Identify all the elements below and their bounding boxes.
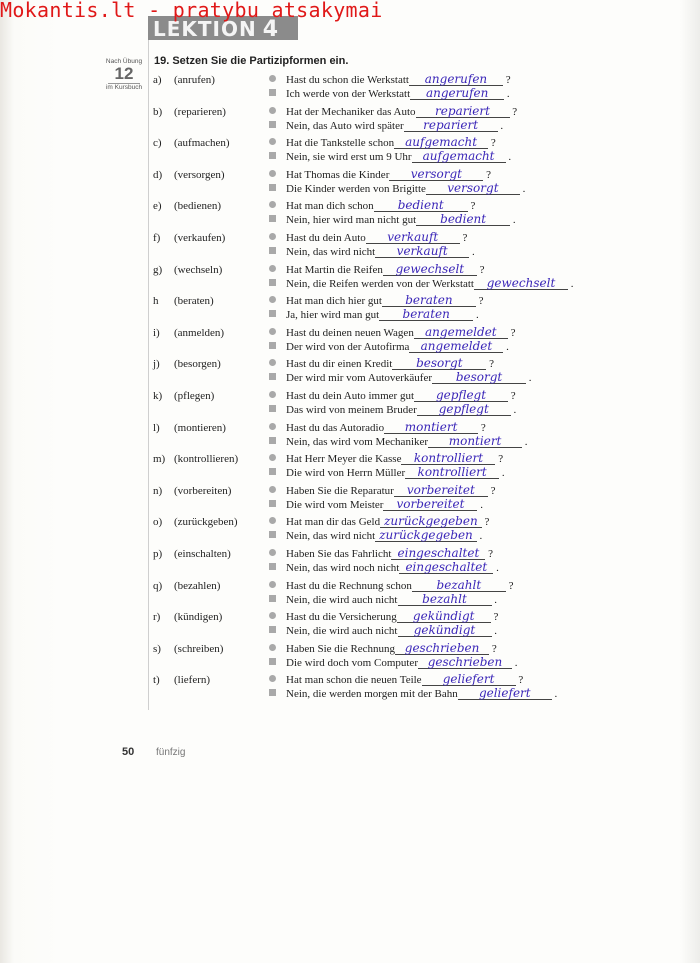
item-letter: q) [153,579,163,592]
exercise-item [153,516,693,546]
answer-blank[interactable]: gepflegt [417,404,511,416]
square-bullet-icon [269,152,276,159]
exercise-item [153,137,693,167]
exercise-item [153,200,693,230]
question-mark: ? [498,453,504,466]
answer-text: Der wird von der Autofirma [286,340,410,353]
item-letter: s) [153,642,161,655]
answer-text: Nein, das wird vom Mechaniker [286,435,429,448]
item-verb: (vorbereiten) [174,484,232,497]
question-line [269,577,514,594]
item-verb: (zurückgeben) [174,516,238,529]
answer-blank[interactable]: verkauft [375,246,469,258]
item-verb: (kontrollieren) [174,453,239,466]
period-mark: . [500,119,504,132]
question-text: Haben Sie das Fahrlicht [286,548,392,560]
answer-blank[interactable]: versorgt [426,183,520,195]
square-bullet-icon [269,468,276,475]
circle-bullet-icon [269,170,276,177]
item-letter: a) [153,74,162,86]
question-mark: ? [488,548,494,560]
question-answer-blank[interactable]: gepflegt [414,390,508,402]
question-text: Haben Sie die Rechnung [286,642,396,655]
question-mark: ? [508,579,514,592]
square-bullet-icon [269,373,276,380]
question-text: Hast du dein Auto [286,232,366,244]
reference-bottom-label: im Kursbuch [105,84,143,91]
exercise-item [153,674,693,704]
question-mark: ? [480,421,486,434]
question-line [269,261,485,278]
period-mark: . [494,593,497,606]
square-bullet-icon [269,500,276,507]
exercise-item [153,295,693,325]
question-answer-blank[interactable]: vorbereitet [394,485,488,497]
exercise-item [153,577,693,610]
item-letter: k) [153,390,163,402]
watermark-text: Mokantis.lt - pratybu atsakymai [0,0,383,22]
square-bullet-icon [269,689,276,696]
exercise-item [153,166,693,199]
question-text: Hat Thomas die Kinder [286,168,390,181]
question-answer-blank[interactable]: montiert [384,422,478,434]
answer-text: Die wird von Herrn Müller [286,467,406,480]
answer-text: Die wird doch vom Computer [286,656,418,669]
square-bullet-icon [269,279,276,286]
period-mark: . [554,688,558,701]
exercise-item [153,419,693,452]
question-text: Hat der Mechaniker das Auto [286,105,416,118]
period-mark: . [506,340,509,353]
lektion-number: 4 [262,17,280,42]
answer-line [269,530,482,544]
period-mark: . [496,562,499,574]
question-text: Hast du die Rechnung schon [286,579,412,592]
period-mark: . [508,151,512,164]
answer-blank[interactable]: bedient [416,214,510,226]
exercise-item [153,611,693,641]
circle-bullet-icon [269,644,276,651]
square-bullet-icon [269,405,276,412]
answer-text: Nein, die wird auch nicht [286,593,398,606]
period-mark: . [501,467,505,480]
question-mark: ? [493,611,499,624]
item-verb: (schreiben) [174,642,224,655]
answer-line [269,151,511,165]
question-mark: ? [490,137,496,150]
answer-blank[interactable]: geschrieben [418,657,512,669]
question-answer-blank[interactable]: versorgt [389,169,483,181]
answer-text: Nein, die werden morgen mit der Bahn [286,688,458,701]
answer-blank[interactable]: montiert [428,436,522,448]
circle-bullet-icon [269,107,276,114]
question-answer-blank[interactable]: kontrolliert [401,453,495,465]
page-number: 50 [122,746,135,758]
answer-text: Ich werde von der Werkstatt [286,88,411,100]
exercise-item [153,232,693,262]
answer-text: Der wird mir vom Autoverkäufer [286,372,433,385]
period-mark: . [524,435,528,448]
circle-bullet-icon [269,423,276,430]
period-mark: . [528,372,532,385]
item-verb: (montieren) [174,421,226,434]
item-verb: (versorgen) [174,168,225,181]
question-text: Hast du das Autoradio [286,421,385,434]
question-line [269,295,484,309]
square-bullet-icon [269,215,276,222]
question-answer-blank[interactable]: beraten [382,295,476,307]
square-bullet-icon [269,437,276,444]
circle-bullet-icon [269,328,276,335]
answer-blank[interactable]: beraten [379,309,473,321]
item-verb: (liefern) [174,674,211,687]
circle-bullet-icon [269,359,276,366]
item-letter: t) [153,674,160,687]
question-line [269,103,518,120]
question-mark: ? [470,200,476,213]
item-verb: (anrufen) [174,74,215,86]
item-verb: (aufmachen) [174,137,230,150]
exercise-item [153,453,693,483]
question-text: Hast du dein Auto immer gut [286,390,415,402]
answer-blank[interactable]: eingeschaltet [399,562,493,574]
square-bullet-icon [269,658,276,665]
answer-line [269,562,499,576]
reference-top-label: Nach Übung [105,58,143,65]
square-bullet-icon [269,531,276,538]
answer-line [269,338,509,355]
question-answer-blank[interactable]: repariert [416,106,510,118]
question-text: Hast du deinen neuen Wagen [286,326,414,339]
square-bullet-icon [269,247,276,254]
circle-bullet-icon [269,138,276,145]
answer-line [269,404,516,418]
question-text: Hat man dich hier gut [286,295,382,308]
question-text: Hat man schon die neuen Teile [286,674,422,687]
answer-line [269,246,475,260]
answer-line [269,275,574,292]
circle-bullet-icon [269,454,276,461]
period-mark: . [512,214,516,227]
exercise-item [153,640,693,673]
item-letter: m) [153,453,166,466]
item-verb: (bedienen) [174,200,222,213]
circle-bullet-icon [269,612,276,619]
question-mark: ? [462,232,468,244]
answer-line [269,496,483,513]
answer-blank[interactable]: gekündigt [398,625,492,637]
item-verb: (besorgen) [174,358,221,371]
question-text: Hat Martin die Reifen [286,263,383,276]
circle-bullet-icon [269,675,276,682]
answer-line [269,467,505,481]
item-letter: i) [153,326,160,339]
answer-line [269,591,497,608]
item-letter: n) [153,484,163,497]
question-answer-blank[interactable]: geliefert [422,674,516,686]
square-bullet-icon [269,342,276,349]
question-mark: ? [510,390,516,402]
question-mark: ? [489,358,494,371]
answer-line [269,433,528,450]
question-mark: ? [505,74,511,86]
item-verb: (einschalten) [174,548,231,560]
question-text: Hat Herr Meyer die Kasse [286,453,402,466]
question-text: Hast du die Versicherung [286,611,397,624]
question-answer-blank[interactable]: geschrieben [395,643,489,655]
reference-number: 12 [114,64,134,83]
exercise-item [153,390,693,420]
answer-line [269,214,516,228]
item-letter: p) [153,548,163,560]
question-mark: ? [486,168,491,181]
answer-line [269,309,479,323]
square-bullet-icon [269,595,276,602]
exercise-reference [104,58,144,91]
question-mark: ? [479,263,485,276]
square-bullet-icon [269,626,276,633]
circle-bullet-icon [269,581,276,588]
answer-blank[interactable]: besorgt [432,372,526,384]
square-bullet-icon [269,184,276,191]
period-mark: . [514,656,518,669]
circle-bullet-icon [269,233,276,240]
question-text: Hat man dir das Geld [286,516,381,529]
question-text: Hat man dich schon [286,200,374,213]
item-letter: r) [153,611,161,624]
circle-bullet-icon [269,201,276,208]
item-verb: (reparieren) [174,105,226,118]
question-mark: ? [491,642,497,655]
item-letter: g) [153,263,163,276]
question-answer-blank[interactable]: angerufen [409,74,503,86]
question-answer-blank[interactable]: besorgt [392,358,486,370]
square-bullet-icon [269,121,276,128]
question-answer-blank[interactable]: verkauft [366,232,460,244]
item-letter: f) [153,232,161,244]
period-mark: . [471,246,475,258]
item-verb: (bezahlen) [174,579,221,592]
item-verb: (pflegen) [174,390,215,402]
exercise-item [153,548,693,578]
task-title: 19. Setzen Sie die Partizipformen ein. [154,55,349,67]
answer-blank[interactable]: vorbereitet [383,499,477,511]
exercise-item [153,103,693,136]
period-mark: . [506,88,510,100]
answer-text: Das wird von meinem Bruder [286,404,417,416]
question-mark: ? [510,326,516,339]
lektion-label: LEKTION [153,17,257,41]
square-bullet-icon [269,563,276,570]
circle-bullet-icon [269,265,276,272]
page-number-word: fünfzig [156,747,186,758]
item-verb: (verkaufen) [174,232,226,244]
answer-blank[interactable]: aufgemacht [412,151,506,163]
item-verb: (anmelden) [174,326,225,339]
circle-bullet-icon [269,75,276,82]
answer-blank[interactable]: bezahlt [398,594,492,606]
question-answer-blank[interactable]: angemeldet [414,327,508,339]
question-text: Hast du dir einen Kredit [286,358,393,371]
answer-text: Ja, hier wird man gut [286,309,380,322]
answer-line [269,117,504,134]
item-verb: (beraten) [174,295,214,308]
square-bullet-icon [269,310,276,317]
exercise-item [153,482,693,515]
question-text: Hast du schon die Werkstatt [286,74,409,86]
answer-text: Die wird vom Meister [286,498,384,511]
item-letter: d) [153,168,163,181]
period-mark: . [475,309,479,322]
period-mark: . [513,404,517,416]
item-letter: e) [153,200,162,213]
circle-bullet-icon [269,296,276,303]
exercise-item [153,358,693,388]
answer-text: Die Kinder werden von Brigitte [286,182,426,195]
square-bullet-icon [269,89,276,96]
exercise-item [153,261,693,294]
question-answer-blank[interactable]: eingeschaltet [391,548,485,560]
question-answer-blank[interactable]: bezahlt [412,580,506,592]
answer-text: Nein, das wird noch nicht [286,562,400,574]
question-mark: ? [490,484,496,497]
item-letter: c) [153,137,162,150]
answer-blank[interactable]: gewechselt [474,278,568,290]
question-answer-blank[interactable]: gekündigt [397,611,491,623]
item-verb: (wechseln) [174,263,223,276]
answer-text: Nein, das wird nicht [286,530,376,543]
circle-bullet-icon [269,549,276,556]
answer-line [269,654,518,671]
answer-line [269,625,497,639]
circle-bullet-icon [269,391,276,398]
question-answer-blank[interactable]: bedient [374,200,468,212]
circle-bullet-icon [269,517,276,524]
exercise-item [153,324,693,357]
period-mark: . [570,277,574,290]
answer-text: Nein, sie wird erst um 9 Uhr [286,151,412,164]
answer-text: Nein, die Reifen werden von der Werkstatt [286,277,474,290]
answer-line [269,688,557,702]
question-mark: ? [518,674,524,687]
item-letter: b) [153,105,163,118]
item-verb: (kündigen) [174,611,223,624]
answer-blank[interactable]: geliefert [458,688,552,700]
answer-blank[interactable]: repariert [404,120,498,132]
answer-line [269,88,510,102]
answer-blank[interactable]: kontrolliert [405,467,499,479]
item-letter: h [153,295,159,308]
period-mark: . [480,498,483,511]
question-answer-blank[interactable]: aufgemacht [394,137,488,149]
answer-line [269,180,526,197]
answer-blank[interactable]: angemeldet [409,341,503,353]
circle-bullet-icon [269,486,276,493]
answer-text: Nein, hier wird man nicht gut [286,214,417,227]
answer-text: Nein, das wird nicht [286,246,376,258]
question-answer-blank[interactable]: gewechselt [383,264,477,276]
answer-text: Nein, das Auto wird später [286,119,404,132]
period-mark: . [522,182,526,195]
margin-divider [148,40,149,710]
question-mark: ? [478,295,484,308]
question-mark: ? [512,105,518,118]
question-mark: ? [484,516,490,529]
item-letter: l) [153,421,160,434]
period-mark: . [494,625,497,638]
answer-text: Nein, die wird auch nicht [286,625,398,638]
answer-line [269,372,532,386]
item-letter: o) [153,516,163,529]
question-text: Haben Sie die Reparatur [286,484,394,497]
answer-blank[interactable]: angerufen [410,88,504,100]
period-mark: . [479,530,483,543]
question-text: Hat die Tankstelle schon [286,137,395,150]
answer-blank[interactable]: zurückgegeben [375,530,477,542]
item-letter: j) [153,358,160,371]
question-answer-blank[interactable]: zurückgegeben [380,516,482,528]
exercise-item [153,74,693,104]
